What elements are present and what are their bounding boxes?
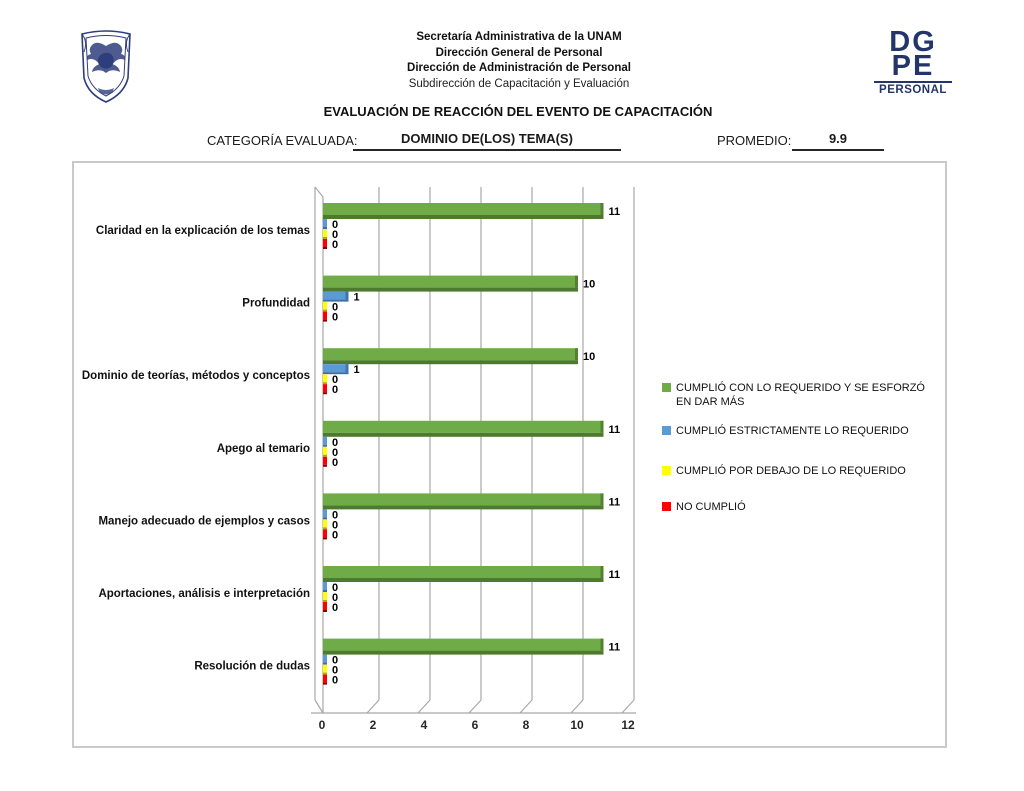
bar-value-label: 0 bbox=[332, 582, 339, 594]
legend-label: CUMPLIÓ POR DEBAJO DE LO REQUERIDO bbox=[676, 465, 906, 477]
bar-bottom-edge bbox=[323, 610, 327, 612]
chart-legend bbox=[662, 381, 938, 516]
bar-bottom-edge bbox=[323, 360, 578, 364]
bar-bottom-edge bbox=[323, 517, 327, 519]
legend-swatch-icon bbox=[662, 426, 671, 435]
bar bbox=[323, 529, 327, 537]
promedio-label: PROMEDIO: bbox=[717, 133, 792, 148]
bar-value-label: 0 bbox=[332, 509, 339, 522]
bar-value-label: 11 bbox=[608, 206, 621, 218]
bar-end-cap bbox=[601, 493, 604, 505]
bar-value-label: 10 bbox=[583, 351, 596, 364]
category-label: Dominio de teorías, métodos y conceptos bbox=[81, 370, 310, 383]
bar-bottom-edge bbox=[323, 247, 327, 249]
legend-swatch-icon bbox=[662, 502, 671, 511]
category-label: Profundidad bbox=[242, 297, 310, 310]
gridline-floor-edge bbox=[367, 700, 379, 713]
dgpe-dg-text: DG bbox=[889, 26, 937, 58]
bar-value-label: 11 bbox=[608, 569, 621, 581]
bar-value-label: 0 bbox=[332, 456, 339, 469]
category-label: Claridad en la explicación de los temas bbox=[95, 225, 310, 237]
bar-bottom-edge bbox=[323, 445, 327, 447]
bar bbox=[323, 239, 327, 247]
bar-value-label: 11 bbox=[608, 496, 621, 509]
bar-end-cap bbox=[575, 276, 578, 288]
bar bbox=[323, 566, 604, 578]
category-label: Manejo adecuado de ejemplos y casos bbox=[98, 515, 310, 528]
bar-value-label: 1 bbox=[353, 291, 360, 304]
bar bbox=[323, 447, 327, 455]
bar bbox=[323, 457, 327, 465]
bar bbox=[323, 493, 604, 505]
bar bbox=[323, 421, 604, 433]
bar-value-label: 1 bbox=[353, 364, 360, 377]
bar-value-label: 0 bbox=[332, 602, 339, 614]
gridline-floor-edge bbox=[469, 700, 481, 713]
bar-bottom-edge bbox=[323, 382, 327, 384]
category-label: Resolución de dudas bbox=[194, 660, 310, 673]
gridline-floor-edge bbox=[571, 700, 583, 713]
bar-end-cap bbox=[346, 364, 349, 372]
bar-bottom-edge bbox=[323, 215, 604, 219]
bar-bottom-edge bbox=[323, 433, 604, 437]
promedio-value: 9.9 bbox=[792, 131, 884, 151]
x-tick-label: 4 bbox=[420, 718, 428, 732]
bar-value-label: 0 bbox=[332, 301, 339, 314]
bar-bottom-edge bbox=[323, 578, 604, 582]
legend-item bbox=[662, 464, 938, 500]
bar-value-label: 0 bbox=[332, 664, 339, 677]
bar-bottom-edge bbox=[323, 600, 327, 602]
bar bbox=[323, 276, 578, 288]
gridline-floor-edge bbox=[418, 700, 430, 713]
bar bbox=[323, 312, 327, 320]
bar-end-cap bbox=[601, 639, 604, 651]
bar-bottom-edge bbox=[323, 227, 327, 229]
bar bbox=[323, 582, 327, 590]
bar bbox=[323, 519, 327, 527]
org-line-2: Dirección General de Personal bbox=[435, 46, 603, 59]
org-line-1: Secretaría Administrativa de la UNAM bbox=[416, 31, 622, 43]
bar bbox=[323, 384, 327, 392]
bar-end-cap bbox=[575, 348, 578, 360]
legend-swatch-icon bbox=[662, 383, 671, 392]
bar-value-label: 10 bbox=[583, 278, 596, 291]
bar-bottom-edge bbox=[323, 455, 327, 457]
bar-bottom-edge bbox=[323, 537, 327, 539]
axis-wall-top bbox=[315, 187, 323, 197]
axis-wall-bottom bbox=[315, 700, 323, 713]
bar bbox=[323, 374, 327, 382]
bar-bottom-edge bbox=[323, 651, 604, 655]
bar-value-label: 0 bbox=[332, 239, 339, 251]
bar-bottom-edge bbox=[323, 683, 327, 685]
x-tick-label: 2 bbox=[369, 718, 377, 732]
bar bbox=[323, 348, 578, 360]
legend-item bbox=[662, 500, 938, 516]
category-evaluated-value: DOMINIO DE(LOS) TEMA(S) bbox=[353, 131, 621, 151]
legend-item bbox=[662, 381, 938, 424]
legend-swatch-icon bbox=[662, 466, 671, 475]
bar-value-label: 0 bbox=[332, 446, 339, 459]
gridline-floor-edge bbox=[520, 700, 532, 713]
legend-label: CUMPLIÓ CON LO REQUERIDO Y SE ESFORZÓ EN DAR MÁS bbox=[676, 382, 925, 408]
bar bbox=[323, 364, 349, 372]
bar-value-label: 0 bbox=[332, 592, 339, 604]
bar-end-cap bbox=[601, 421, 604, 433]
bar-bottom-edge bbox=[323, 527, 327, 529]
bar-value-label: 11 bbox=[608, 641, 621, 654]
bar-value-label: 0 bbox=[332, 311, 339, 324]
x-tick-label: 6 bbox=[471, 718, 479, 732]
bar-value-label: 0 bbox=[332, 374, 339, 387]
bar bbox=[323, 655, 327, 663]
bar bbox=[323, 665, 327, 673]
bar-bottom-edge bbox=[323, 673, 327, 675]
org-header bbox=[7, 26, 1024, 92]
bar bbox=[323, 302, 327, 310]
legend-item bbox=[662, 424, 938, 464]
bar-end-cap bbox=[601, 566, 604, 578]
bar-value-label: 11 bbox=[608, 423, 621, 436]
gridline-floor-edge bbox=[622, 700, 634, 713]
x-tick-label: 10 bbox=[570, 718, 584, 732]
bar bbox=[323, 602, 327, 610]
bar-value-label: 0 bbox=[332, 436, 339, 449]
bar bbox=[323, 219, 327, 227]
dgpe-personal-text: PERSONAL bbox=[874, 81, 952, 96]
bar-bottom-edge bbox=[323, 392, 327, 394]
bar bbox=[323, 639, 604, 651]
bar-bottom-edge bbox=[323, 310, 327, 312]
bar-bottom-edge bbox=[323, 320, 327, 322]
bar-bottom-edge bbox=[323, 288, 578, 292]
bar bbox=[323, 675, 327, 683]
x-tick-label: 0 bbox=[318, 718, 326, 732]
bar-bottom-edge bbox=[323, 465, 327, 467]
bar-chart bbox=[72, 161, 947, 748]
legend-label: NO CUMPLIÓ bbox=[676, 501, 746, 513]
x-tick-label: 12 bbox=[621, 718, 635, 732]
org-line-4: Subdirección de Capacitación y Evaluación bbox=[408, 77, 630, 90]
bar-bottom-edge bbox=[323, 505, 604, 509]
bar-value-label: 0 bbox=[332, 229, 339, 241]
category-evaluated-label: CATEGORÍA EVALUADA: bbox=[207, 133, 358, 148]
bar-bottom-edge bbox=[323, 663, 327, 665]
bar-bottom-edge bbox=[323, 590, 327, 592]
bar bbox=[323, 437, 327, 445]
bar-value-label: 0 bbox=[332, 654, 339, 667]
bar bbox=[323, 203, 604, 215]
bar-end-cap bbox=[346, 292, 349, 300]
category-label: Apego al temario bbox=[216, 442, 310, 455]
bar bbox=[323, 592, 327, 600]
bar bbox=[323, 229, 327, 237]
dgpe-pe-text: PE bbox=[891, 50, 935, 82]
bar-value-label: 0 bbox=[332, 219, 339, 231]
x-tick-label: 8 bbox=[522, 718, 530, 732]
dgpe-logo bbox=[874, 26, 952, 96]
legend-label: CUMPLIÓ ESTRICTAMENTE LO REQUERIDO bbox=[676, 425, 909, 437]
bar-value-label: 0 bbox=[332, 674, 339, 687]
page-title: EVALUACIÓN DE REACCIÓN DEL EVENTO DE CAPACITACIÓN bbox=[323, 104, 713, 119]
bar-value-label: 0 bbox=[332, 519, 339, 532]
bar bbox=[323, 292, 349, 300]
bar-bottom-edge bbox=[323, 237, 327, 239]
org-line-3: Dirección de Administración de Personal bbox=[407, 62, 631, 74]
category-label: Aportaciones, análisis e interpretación bbox=[98, 588, 310, 600]
bar-end-cap bbox=[601, 203, 604, 215]
bar bbox=[323, 509, 327, 517]
bar-value-label: 0 bbox=[332, 529, 339, 542]
bar-value-label: 0 bbox=[332, 384, 339, 397]
